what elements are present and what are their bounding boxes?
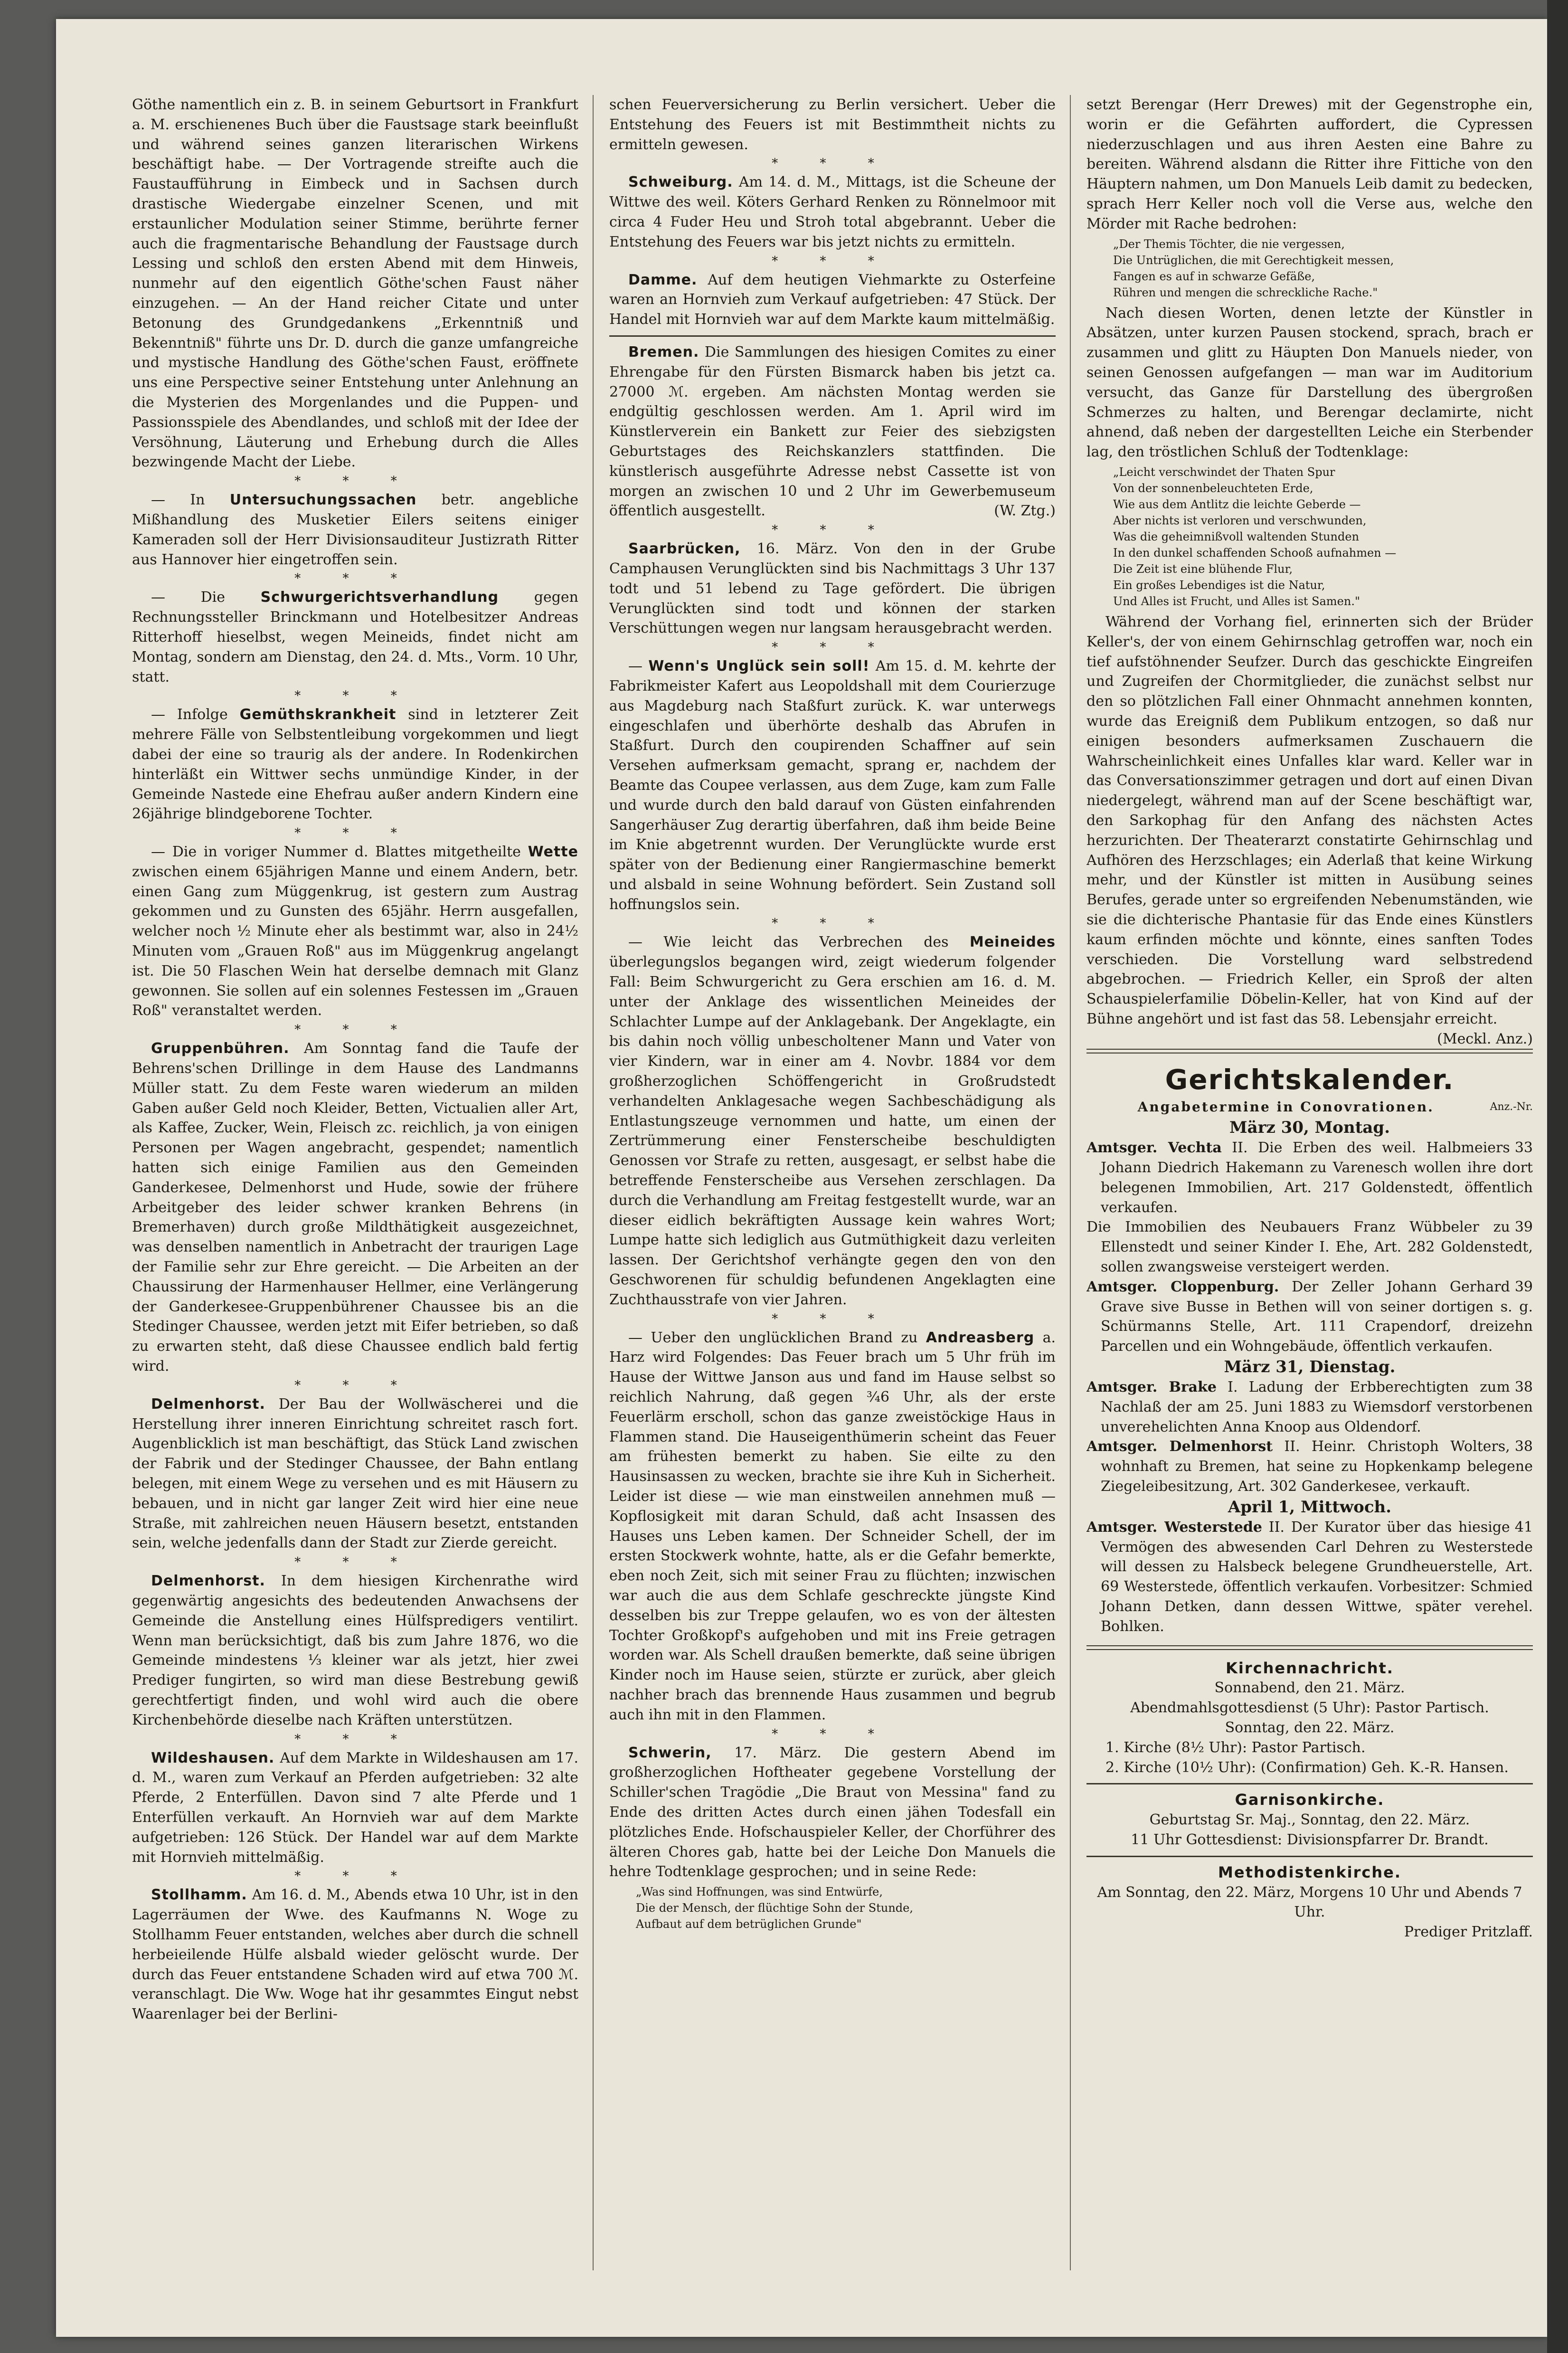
- section-separator: * * *: [772, 1727, 893, 1741]
- church-notice-line: 2. Kirche (10½ Uhr): (Confirmation) Geh. K.-R. Hansen.: [1105, 1759, 1509, 1776]
- scan-edge: [1547, 0, 1568, 2353]
- court-calendar-title: Gerichtskalender.: [1165, 1063, 1455, 1096]
- article-headline: Saarbrücken,: [628, 541, 741, 558]
- source-note: (Meckl. Anz.): [1437, 1030, 1533, 1047]
- section-separator: * * *: [294, 689, 416, 703]
- church-notice-line: 1. Kirche (8½ Uhr): Pastor Partisch.: [1105, 1739, 1366, 1756]
- article-headline: Damme.: [628, 271, 698, 288]
- article-paragraph: Wildeshausen. Auf dem Markte in Wildeshausen am 17. d. M., waren zum Verkauf an Pferden aufgetrieben: 32 alte Pferde, 2 Enterfüllen. Davon sind 7 alte Pferde und 1 Enterfüllen verkauft. An Hornvieh war auf dem Markte aufgetrieben: 126 Stück. Der Handel war auf dem Markte mit Hornvieh mittelmäßig.: [132, 1749, 578, 1866]
- section-rule: [1086, 1645, 1533, 1650]
- article-paragraph: Delmenhorst. In dem hiesigen Kirchenrathe wird gegenwärtig angesichts des bedeutenden Anwachsens der Gemeinde die Anstellung eines Hülfspredigers ventilirt. Wenn man berücksichtigt, daß bis zum Jahre 1876, wo die Gemeinde mindestens ⅓ kleiner war als jetzt, hier zwei Prediger fungirten, so wird man diese Bestrebung gewiß gerechtfertigt finden, und wohl wird auch die obere Kirchenbehörde dieselbe nach Kräften unterstützen.: [132, 1573, 578, 1728]
- article-paragraph: Stollhamm. Am 16. d. M., Abends etwa 10 Uhr, ist in den Lagerräumen der Wwe. des Kaufmanns N. Woge zu Stollhamm Feuer entstanden, welches aber durch die schnell herbeieilende Hülfe alsbald wieder gelöscht wurde. Der durch das Feuer entstandene Schaden wird auf etwa 700 ℳ. veranschlagt. Die Ww. Woge hat ihr gesammtes Eingut nebst Waarenlager bei der Berlini-: [132, 1887, 578, 2023]
- article-paragraph: Delmenhorst. Der Bau der Wollwäscherei und die Herstellung ihrer inneren Einrichtung schreitet rasch fort. Augenblicklich ist man beschäftigt, das Stück Land zwischen der Fabrik und der Stedinger Chaussee, der Bahn entlang belegen, mit einem Wege zu versehen und es mit Häusern zu bebauen, und in nicht gar langer Zeit wird hier eine neue Straße, mit zahlreichen neuen Häusern besetzt, entstanden sein, welche jedenfalls dann der Stadt zur Zierde gereicht.: [132, 1395, 578, 1552]
- article-paragraph: Saarbrücken, 16. März. Von den in der Grube Camphausen Verunglückten sind bis Nachmittags 3 Uhr 137 todt und 51 lebend zu Tage gefördert. Die übrigen Verunglückten sind todt und können der starken Verschüttungen wegen nur langsam herausgebracht werden.: [609, 541, 1056, 637]
- article-paragraph: Schwerin, 17. März. Die gestern Abend im großherzoglichen Hoftheater gegebene Vorstellung der Schiller'schen Tragödie „Die Braut von Messina" fand zu Ende des dritten Actes durch einen jähen Todesfall ein plötzliches Ende. Hofschauspieler Keller, der Chorführer des älteren Chores gab, hatte bei der Leiche Don Manuels die hehre Todtenklage gesprochen; und in seine Rede:: [609, 1744, 1056, 1880]
- article-paragraph: — Infolge Gemüthskrankheit sind in letzterer Zeit mehrere Fälle von Selbstentleibung vorgekommen und liegt dabei der eine so traurig als der andere. In Rodenkirchen hinterläßt ein Wittwer sechs unmündige Kinder, in der Gemeinde Nastede eine Ehefrau außer andern Kindern eine 26jährige blindgeborene Tochter.: [132, 706, 578, 823]
- church-notice-line: Prediger Pritzlaff.: [1404, 1924, 1533, 1941]
- church-notice-line: Am Sonntag, den 22. März, Morgens 10 Uhr und Abends 7 Uhr.: [1097, 1884, 1522, 1921]
- section-separator: * * *: [294, 1023, 416, 1037]
- church-notice-line: Sonnabend, den 21. März.: [1214, 1679, 1405, 1697]
- article-headline: Gruppenbühren.: [151, 1040, 290, 1057]
- section-rule: [609, 335, 1056, 337]
- section-separator: * * *: [294, 1732, 416, 1746]
- verse-quote: „Was sind Hoffnungen, was sind Entwürfe, Die der Mensch, der flüchtige Sohn der Stunde, Aufbaut auf dem betrüglichen Grunde": [636, 1885, 913, 1931]
- column-3: [1086, 95, 1533, 2294]
- calendar-entry: 38 Amtsger. Brake I. Ladung der Erbberechtigten zum Nachlaß der am 25. Juni 1883 zu Wiemsdorf verstorbenen unverehelichten Anna Knoop aus Oldendorf.: [1086, 1379, 1533, 1435]
- section-rule: [1086, 1856, 1533, 1857]
- newspaper-page: [56, 19, 1547, 2337]
- section-separator: * * *: [294, 1378, 416, 1393]
- article-paragraph: — Ueber den unglücklichen Brand zu Andreasberg a. Harz wird Folgendes: Das Feuer brach um 5 Uhr früh im Hause der Wittwe Janson aus und fand im Hause selbst so reichlich Nahrung, daß gegen ¾6 Uhr, als der erste Feuerlärm erscholl, schon das ganze zweistöckige Haus in Flammen stand. Die Hauseigenthümerin scheint das Feuer am frühesten bemerkt zu haben. Sie eilte zu den Hausinsassen zu wecken, brachte sie ihre Kuh in Sicherheit. Leider ist diese — wie man einstweilen annehmen muß — Kopflosigkeit mit daran Schuld, daß acht Insassen des Hauses uns Leben kamen. Der Schneider Schell, der im ersten Stockwerk wohnte, hatte, als er die Gefahr bemerkte, eben noch Zeit, sich mit seiner Frau zu flüchten; inzwischen war auch die aus dem Schlafe geschreckte jüngste Kind desselben bis zur Treppe gelaufen, wo es von der ältesten Tochter Großkopf's aufgehoben und mit ins Freie getragen worden war. Als Schell draußen bemerkte, daß seine übrigen Kinder noch im Hause seien, stürzte er zurück, aber gleich nachher brach das brennende Haus zusammen und begrub auch ihn mit in den Flammen.: [609, 1329, 1056, 1723]
- church-notice-title: Methodistenkirche.: [1218, 1863, 1401, 1881]
- section-separator: * * *: [772, 523, 893, 538]
- article-headline: Untersuchungssachen: [229, 492, 417, 509]
- article-headline: Delmenhorst.: [151, 1395, 265, 1413]
- article-paragraph: Gruppenbühren. Am Sonntag fand die Taufe der Behrens'schen Drillinge in dem Hause des Landmanns Müller statt. Zu dem Feste waren wiederum an milden Gaben außer Geld noch Kleider, Betten, Victualien aller Art, als Kaffee, Zucker, Wein, Fleisch zc. reichlich, ja von einigen Personen per Wagen angebracht, gespendet; namentlich hatten sich einige Familien aus den Gemeinden Ganderkesee, Delmenhorst und Hude, sowie der frühere Arbeitgeber des leider schwer kranken Behrens (in Bremerhaven) durch große Mildthätigkeit ausgezeichnet, was denselben namentlich in Anbetracht der traurigen Lage der Familie sehr zur Ehre gereicht. — Die Arbeiten an der Chaussirung der Harmenhauser Hellmer, eine Verlängerung der Ganderkesee-Gruppenbührener Chaussee bis an die Stedinger Chaussee, werden jetzt mit Eifer betrieben, so daß zu erwarten steht, daß diese Chaussee endlich bald fertig wird.: [132, 1040, 578, 1375]
- article-paragraph: — Wie leicht das Verbrechen des Meineides überlegungslos begangen wird, zeigt wiederum folgender Fall: Beim Schwurgericht zu Gera erschien am 16. d. M. unter der Anklage des wissentlichen Meineides der Schlachter Lumpe auf der Anklagebank. Der Angeklagte, ein bis dahin noch völlig unbescholtener Mann und Vater von vier Kindern, war in einer am 4. Novbr. 1884 vor dem großherzoglichen Schöffengericht in Großrudstedt verhandelten Anklagesache wegen Sachbeschädigung als Entlastungszeuge vernommen und hatte, um einen der Zertrümmerung einer Fensterscheibe beschuldigten Genossen vor Strafe zu retten, ausgesagt, er selbst habe die betreffende Fensterscheibe aus Versehen zerschlagen. Da durch die Verhandlung am Freitag festgestellt wurde, war an dieser eidlich bekräftigten Aussage kein wahres Wort; Lumpe hatte sich lediglich aus Gutmüthigkeit dazu verleiten lassen. Der Gerichtshof verhängte gegen den von den Geschworenen für schuldig befundenen Angeklagten eine Zuchthausstrafe von vier Jahren.: [609, 934, 1056, 1308]
- section-separator: * * *: [294, 1555, 416, 1570]
- article-headline: Wette: [528, 844, 578, 861]
- article-paragraph: — Wenn's Unglück sein soll! Am 15. d. M. kehrte der Fabrikmeister Kafert aus Leopoldshall mit dem Courierzuge aus Magdeburg nach Staßfurt zurück. K. war unterwegs eingeschlafen und überhörte deshalb das Abrufen in Staßfurt. Durch den coupirenden Schaffner auf sein Versehen aufmerksam gemacht, sprang er, nachdem der Beamte das Coupee verlassen, aus dem Zuge, kam zum Falle und wurde durch den bald darauf von Güsten einfahrenden Sangerhäuser Zug derartig überfahren, daß ihm beide Beine im Knie abgetrennt wurden. Der Verunglückte wurde erst später von der Bedienung einer Rangiermaschine bemerkt und alsbald in seine Wohnung befördert. Sein Zustand soll hoffnungslos sein.: [609, 658, 1056, 913]
- section-rule: [1086, 1049, 1533, 1053]
- article-headline: Meineides: [969, 934, 1056, 951]
- section-separator: * * *: [294, 1869, 416, 1884]
- verse-quote: „Leicht verschwindet der Thaten Spur Von der sonnenbeleuchteten Erde, Wie aus dem Antlitz die leichte Geberde — Aber nichts ist verloren und verschwunden, Was die geheimnißvoll waltenden Stunden In den dunkel schaffenden Schooß aufnahmen — Die Zeit ist eine blühende Flur, Ein großes Lebendiges ist die Natur, Und Alles ist Frucht, und Alles ist Samen.": [1113, 465, 1397, 608]
- article-headline: Bremen.: [628, 343, 699, 361]
- calendar-entry: 41 Amtsger. Westerstede II. Der Kurator über das hiesige Vermögen des abwesenden Carl Dehren zu Westerstede will dessen zu Halsbeck belegene Grundheuerstelle, Art. 69 Westerstede, öffentlich verkaufen. Vorbesitzer: Schmied Johann Detken, dann dessen Wittwe, später verehel. Bohlken.: [1086, 1518, 1533, 1635]
- article-paragraph: schen Feuerversicherung zu Berlin versichert. Ueber die Entstehung des Feuers ist mit Bestimmtheit nichts zu ermitteln gewesen.: [609, 96, 1056, 153]
- church-notice-line: Sonntag, den 22. März.: [1225, 1719, 1395, 1736]
- article-paragraph: Damme. Auf dem heutigen Viehmarkte zu Osterfeine waren an Hornvieh zum Verkauf aufgetrieben: 47 Stück. Der Handel mit Hornvieh war auf dem Markte kaum mittelmäßig.: [609, 271, 1056, 328]
- column-rule: [593, 95, 594, 2270]
- column-1: [132, 95, 578, 2024]
- article-paragraph: — Die in voriger Nummer d. Blattes mitgetheilte Wette zwischen einem 65jährigen Manne und einem Andern, betr. einen Gang zum Müggenkrug, ist gestern zum Austrag gekommen und zu Gunsten des 65jähr. Herrn ausgefallen, welcher noch ½ Minute eher als bestimmt war, also in 24½ Minuten vom „Grauen Roß" aus im Müggenkrug angelangt ist. Die 50 Flaschen Wein hat derselbe demnach mit Glanz gewonnen. Sie sollen auf ein solennes Festessen im „Grauen Roß" veranstaltet werden.: [132, 844, 578, 1019]
- article-headline: Andreasberg: [926, 1329, 1035, 1346]
- verse-quote: „Der Themis Töchter, die nie vergessen, Die Untrüglichen, die mit Gerechtigkeit messen, Fangen es auf in schwarze Gefäße, Rühren und mengen die schreckliche Rache.": [1113, 237, 1394, 299]
- article-paragraph: Während der Vorhang fiel, erinnerten sich der Brüder Keller's, der von einem Gehirnschlag getroffen war, noch ein tief aufstöhnender Seufzer. Durch das geschickte Eingreifen und Zugreifen der Chormitglieder, die zunächst selbst nur den so plötzlichen Fall einer Ohnmacht annehmen konnten, wurde das Ereigniß dem Publikum entzogen, so daß nur einigen besonders aufmerksamen Zuschauern die Wahrscheinlichkeit eines Unfalles klar ward. Keller war in das Conversationszimmer getragen und dort auf einen Divan niedergelegt, während man auf der Scene beschäftigt war, den Sarkophag für den Anfang des nächsten Actes herzurichten. Der Theaterarzt constatirte Gehirnschlag und Aufhören des Herzschlages; ein Aderlaß that keine Wirkung mehr, und der Künstler ist mitten in Ausübung seines Berufes, gerade unter so ergreifenden Nebenumständen, wie sie die dichterische Phantasie für das Ende eines Künstlers kaum erfinden möchte und könnte, eines sanften Todes verschieden. Die Vorstellung ward selbstredend abgebrochen. — Friedrich Keller, ein Sproß der alten Schauspielerfamilie Döbelin-Keller, hat von Kind auf der Bühne angehört und ist fast das 58. Lebensjahr erreicht. (Meckl. Anz.): [1086, 612, 1533, 1029]
- church-notice-title: Garnisonkirche.: [1235, 1791, 1385, 1809]
- calendar-date: April 1, Mittwoch.: [1228, 1497, 1392, 1517]
- court-calendar-subtitle: Angabetermine in Conovrationen. Anz.-Nr.: [1137, 1099, 1533, 1115]
- article-headline: Schweiburg.: [628, 174, 733, 191]
- column-rule: [1070, 95, 1071, 2270]
- section-separator: * * *: [294, 826, 416, 841]
- article-paragraph: Schweiburg. Am 14. d. M., Mittags, ist die Scheune der Wittwe des weil. Köters Gerhard Renken zu Rönnelmoor mit circa 4 Fuder Heu und Stroh total abgebrannt. Ueber die Entstehung des Feuers war bis jetzt nichts zu ermitteln.: [609, 174, 1056, 250]
- source-note: (W. Ztg.): [994, 503, 1056, 520]
- calendar-entry: 38 Amtsger. Delmenhorst II. Heinr. Christoph Wolters, wohnhaft zu Bremen, hat seine zu Hopkenkamp belegene Ziegeleibesitzung, Art. 302 Ganderkesee, verkauft.: [1086, 1438, 1533, 1495]
- section-separator: * * *: [772, 640, 893, 655]
- article-paragraph: Bremen. Die Sammlungen des hiesigen Comites zu einer Ehrengabe für den Fürsten Bismarck haben bis jetzt ca. 27000 ℳ. ergeben. Am nächsten Montag werden sie endgültig geschlossen werden. Am 1. April wird im Künstlerverein ein Bankett zur Feier des siebzigsten Geburtstages des Reichskanzlers stattfinden. Die künstlerisch ausgeführte Adresse nebst Cassette ist von morgen an zwischen 10 und 2 Uhr im Gewerbemuseum öffentlich ausgestellt. (W. Ztg.): [609, 342, 1056, 521]
- church-notice-line: 11 Uhr Gottesdienst: Divisionspfarrer Dr. Brandt.: [1131, 1831, 1489, 1848]
- article-headline: Wildeshausen.: [151, 1749, 275, 1766]
- article-paragraph: — In Untersuchungssachen betr. angebliche Mißhandlung des Musketier Eilers seitens einiger Kameraden soll der Herr Divisionsauditeur Justizrath Ritter aus Hannover hier eingetroffen sein.: [132, 492, 578, 568]
- calendar-entry: 39 Amtsger. Cloppenburg. Der Zeller Johann Gerhard Grave sive Busse in Bethen will von seiner dortigen s. g. Schürmanns Stelle, Art. 111 Crapendorf, dreizehn Parcellen und ein Wohngebäude, öffentlich verkaufen.: [1086, 1278, 1533, 1355]
- column-2: [609, 95, 1056, 2294]
- article-headline: Schwerin,: [628, 1744, 712, 1761]
- article-headline: Stollhamm.: [151, 1887, 247, 1904]
- section-separator: * * *: [294, 571, 416, 586]
- church-notice-line: Geburtstag Sr. Maj., Sonntag, den 22. März.: [1149, 1812, 1470, 1829]
- article-headline: Delmenhorst.: [151, 1573, 265, 1590]
- section-separator: * * *: [772, 916, 893, 931]
- calendar-date: März 31, Dienstag.: [1224, 1357, 1396, 1377]
- church-notice-line: Abendmahlsgottesdienst (5 Uhr): Pastor Partisch.: [1130, 1699, 1489, 1717]
- article-paragraph: Nach diesen Worten, denen letzte der Künstler in Absätzen, unter kurzen Pausen stockend, sprach, brach er zusammen und glitt zu Häupten Don Manuels nieder, von seinen Genossen aufgefangen — man war im Auditorium versucht, das Ganze für Darstellung des übergroßen Schmerzes zu halten, und Berengar declamirte, nicht ahnend, daß neben der dargestellten Leiche ein Sterbender lag, den tröstlichen Schluß der Todtenklage:: [1086, 304, 1533, 461]
- calendar-date: März 30, Montag.: [1229, 1118, 1390, 1138]
- article-paragraph: — Die Schwurgerichtsverhandlung gegen Rechnungssteller Brinckmann und Hotelbesitzer Andreas Ritterhoff hieselbst, wegen Meineids, findet nicht am Montag, sondern am Dienstag, den 24. d. Mts., Vorm. 10 Uhr, statt.: [132, 589, 578, 685]
- section-rule: [1086, 1783, 1533, 1784]
- article-headline: Schwurgerichtsverhandlung: [260, 589, 499, 606]
- article-headline: Wenn's Unglück sein soll!: [648, 658, 870, 675]
- church-notice-title: Kirchennachricht.: [1226, 1659, 1394, 1677]
- calendar-entry: 33 Amtsger. Vechta II. Die Erben des weil. Halbmeiers Johann Diedrich Hakemann zu Varenesch wollen ihre dort belegenen Immobilien, Art. 217 Goldenstedt, öffentlich verkaufen.: [1086, 1139, 1533, 1216]
- article-headline: Gemüthskrankheit: [239, 706, 397, 723]
- calendar-entry: 39 Die Immobilien des Neubauers Franz Wübbeler zu Ellenstedt und seiner Kinder I. Ehe, Art. 282 Goldenstedt, sollen zwangsweise versteigert werden.: [1086, 1219, 1533, 1276]
- section-separator: * * *: [772, 254, 893, 268]
- section-separator: * * *: [772, 156, 893, 171]
- article-paragraph: setzt Berengar (Herr Drewes) mit der Gegenstrophe ein, worin er die Gefährten auffordert, die Cypressen niederzuschlagen und aus ihren Aesten eine Bahre zu bereiten. Während alsdann die Ritter ihre Fittiche von den Häuptern nahmen, um Don Manuels Leib damit zu bedecken, sprach Herr Keller noch voll die Verse aus, welche den Mörder mit Rache bedrohen:: [1086, 96, 1533, 232]
- article-paragraph: Göthe namentlich ein z. B. in seinem Geburtsort in Frankfurt a. M. erschienenes Buch über die Faustsage stark beeinflußt und während seines ganzen literarischen Wirkens beschäftigt habe. — Der Vortragende streifte auch die Faustaufführung in Eimbeck und in Sachsen durch drastische Wiedergabe einzelner Scenen, und mit erstaunlicher Modulation seiner Stimme, berührte ferner auch die fragmentarische Behandlung der Faustsage durch Lessing und schloß den ersten Abend mit dem Hinweis, nunmehr auf den eigentlich Göthe'schen Faust näher einzugehen. — An der Hand reicher Citate und unter Betonung des Grundgedankens „Erkenntniß und Bekenntniß" führte uns Dr. D. durch die ganze umfangreiche und mystische Handlung des Göthe'schen Faust, eröffnete uns eine Perspective seiner Entstehung unter Anlehnung an die Mysterien des Morgenlandes und die Puppen- und Passionsspiele des Abendlandes, und schloß mit der Idee der Versöhnung, Läuterung und Erhebung durch die Alles bezwingende Macht der Liebe.: [132, 96, 578, 471]
- section-separator: * * *: [772, 1311, 893, 1326]
- section-separator: * * *: [294, 474, 416, 489]
